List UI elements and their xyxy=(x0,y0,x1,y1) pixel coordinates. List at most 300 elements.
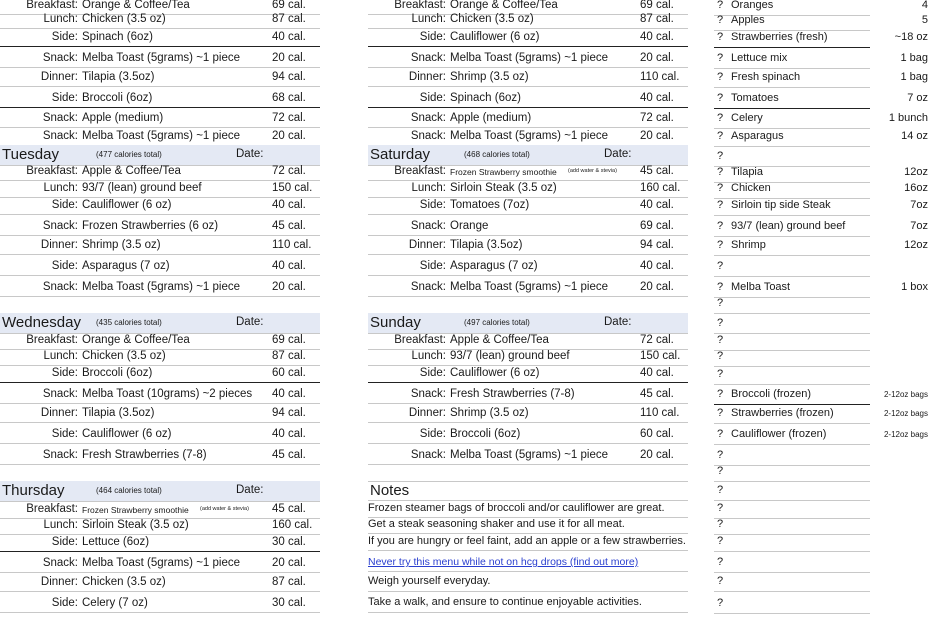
meal-calories: 69 cal. xyxy=(640,0,674,11)
meal-calories: 110 cal. xyxy=(640,71,680,83)
meal-food: Frozen Strawberries (6 oz) xyxy=(82,220,219,232)
shopping-check-marker: ? xyxy=(717,502,724,514)
meal-food: Melba Toast (5grams) ~1 piece xyxy=(450,52,608,64)
meal-calories: 87 cal. xyxy=(272,350,306,362)
shopping-item: Lettuce mix xyxy=(731,52,788,64)
note-line: Get a steak seasoning shaker and use it for all meat. xyxy=(368,518,625,530)
row-divider xyxy=(368,67,688,68)
meal-note: (add water & stevia) xyxy=(568,168,617,174)
shopping-row-divider xyxy=(714,47,870,48)
meal-calories: 72 cal. xyxy=(640,112,674,124)
meal-food: Orange xyxy=(450,220,489,232)
row-divider xyxy=(368,197,688,198)
meal-label: Snack: xyxy=(42,52,78,64)
meal-food: Broccoli (6oz) xyxy=(450,428,521,440)
shopping-check-marker: ? xyxy=(717,239,724,251)
row-divider xyxy=(368,275,688,276)
shopping-item: Strawberries (frozen) xyxy=(731,407,834,419)
shopping-row-divider xyxy=(714,534,870,535)
shopping-check-marker: ? xyxy=(717,281,724,293)
meal-calories: 20 cal. xyxy=(640,130,674,142)
shopping-row-divider xyxy=(714,146,870,147)
meal-label: Snack: xyxy=(42,388,78,400)
meal-calories: 40 cal. xyxy=(272,31,306,43)
meal-label: Dinner: xyxy=(408,239,446,251)
meal-calories: 94 cal. xyxy=(272,71,306,83)
row-divider xyxy=(368,107,688,108)
shopping-row-divider xyxy=(714,350,870,351)
shopping-check-marker: ? xyxy=(717,150,724,162)
shopping-item: Strawberries (fresh) xyxy=(731,31,828,43)
meal-food: Cauliflower (6 oz) xyxy=(450,31,540,43)
meal-label: Dinner: xyxy=(40,407,78,419)
shopping-row-divider xyxy=(714,128,870,129)
row-divider xyxy=(368,382,688,383)
meal-label: Breakfast: xyxy=(394,0,446,11)
shopping-check-marker: ? xyxy=(717,71,724,83)
meal-label: Breakfast: xyxy=(26,503,78,515)
meal-label: Snack: xyxy=(42,557,78,569)
shopping-check-marker: ? xyxy=(717,112,724,124)
row-divider xyxy=(368,296,688,297)
row-divider xyxy=(0,551,320,552)
meal-calories: 160 cal. xyxy=(272,519,313,531)
row-divider xyxy=(368,46,688,47)
shopping-check-marker: ? xyxy=(717,575,724,587)
meal-calories: 40 cal. xyxy=(272,428,306,440)
meal-calories: 94 cal. xyxy=(640,239,674,251)
meal-label: Breakfast: xyxy=(394,334,446,346)
meal-calories: 110 cal. xyxy=(272,239,312,251)
meal-food: Chicken (3.5 oz) xyxy=(82,350,166,362)
shopping-check-marker: ? xyxy=(717,14,724,26)
shopping-check-marker: ? xyxy=(717,0,724,11)
meal-calories: 45 cal. xyxy=(272,449,306,461)
shopping-qty: 2-12oz bags xyxy=(883,409,928,418)
note-line: Frozen steamer bags of broccoli and/or cauliflower are great. xyxy=(368,502,665,514)
shopping-item: Celery xyxy=(731,112,763,124)
meal-label: Side: xyxy=(419,199,446,211)
meal-food: Cauliflower (6 oz) xyxy=(82,428,172,440)
day-name: Wednesday xyxy=(2,314,81,331)
meal-calories: 40 cal. xyxy=(640,199,674,211)
meal-calories: 45 cal. xyxy=(272,503,306,515)
shopping-row-divider xyxy=(714,215,870,216)
shopping-qty: 1 bunch xyxy=(888,112,928,124)
day-calorie-total: (477 calories total) xyxy=(96,150,162,159)
meal-food: Orange & Coffee/Tea xyxy=(82,334,190,346)
shopping-check-marker: ? xyxy=(717,199,724,211)
row-divider xyxy=(368,214,688,215)
shopping-item: Fresh spinach xyxy=(731,71,801,83)
meal-label: Side: xyxy=(51,31,78,43)
day-date-label: Date: xyxy=(236,484,264,496)
meal-label: Snack: xyxy=(410,112,446,124)
shopping-check-marker: ? xyxy=(717,334,724,346)
meal-calories: 40 cal. xyxy=(272,260,306,272)
notes-title: Notes xyxy=(370,482,410,499)
meal-label: Lunch: xyxy=(43,519,78,531)
notes-top-rule xyxy=(368,481,688,482)
meal-food: Asparagus (7 oz) xyxy=(450,260,538,272)
meal-food: Broccoli (6oz) xyxy=(82,367,153,379)
meal-food: Orange & Coffee/Tea xyxy=(450,0,558,11)
shopping-row-divider xyxy=(714,423,870,424)
shopping-check-marker: ? xyxy=(717,297,724,309)
meal-calories: 20 cal. xyxy=(272,52,306,64)
meal-calories: 72 cal. xyxy=(272,112,306,124)
row-divider xyxy=(0,127,320,128)
shopping-row-divider xyxy=(714,255,870,256)
row-divider xyxy=(0,235,320,236)
row-divider xyxy=(0,254,320,255)
meal-calories: 40 cal. xyxy=(640,31,674,43)
shopping-check-marker: ? xyxy=(717,518,724,530)
meal-label: Side: xyxy=(419,92,446,104)
meal-label: Side: xyxy=(51,367,78,379)
meal-label: Snack: xyxy=(42,130,78,142)
meal-food: Fresh Strawberries (7-8) xyxy=(450,388,575,400)
meal-calories: 72 cal. xyxy=(640,334,674,346)
shopping-qty: ~18 oz xyxy=(894,31,928,43)
meal-label: Side: xyxy=(51,260,78,272)
row-divider xyxy=(0,534,320,535)
meal-food: Frozen Strawberry smoothie xyxy=(82,505,189,515)
meal-calories: 87 cal. xyxy=(640,13,674,25)
meal-food: Fresh Strawberries (7-8) xyxy=(82,449,207,461)
row-divider xyxy=(368,254,688,255)
meal-label: Side: xyxy=(419,260,446,272)
meal-food: Chicken (3.5 oz) xyxy=(82,576,166,588)
meal-label: Snack: xyxy=(410,220,446,232)
row-divider xyxy=(0,275,320,276)
meal-food: Shrimp (3.5 oz) xyxy=(450,71,529,83)
note-line: Weigh yourself everyday. xyxy=(368,575,491,587)
meal-calories: 20 cal. xyxy=(640,52,674,64)
meal-food: Melba Toast (5grams) ~1 piece xyxy=(82,557,240,569)
meal-label: Dinner: xyxy=(40,239,78,251)
meal-label: Snack: xyxy=(42,449,78,461)
day-calorie-total: (497 calories total) xyxy=(464,318,530,327)
meal-calories: 40 cal. xyxy=(640,92,674,104)
meal-calories: 45 cal. xyxy=(272,220,306,232)
meal-food: Apple (medium) xyxy=(82,112,164,124)
shopping-item: Broccoli (frozen) xyxy=(731,388,812,400)
meal-calories: 45 cal. xyxy=(640,165,674,177)
meal-calories: 40 cal. xyxy=(640,367,674,379)
meal-food: 93/7 (lean) ground beef xyxy=(82,182,202,194)
row-divider xyxy=(0,67,320,68)
meal-calories: 150 cal. xyxy=(640,350,681,362)
shopping-check-marker: ? xyxy=(717,166,724,178)
meal-calories: 20 cal. xyxy=(272,557,306,569)
shopping-item: 93/7 (lean) ground beef xyxy=(731,220,846,232)
shopping-check-marker: ? xyxy=(717,182,724,194)
shopping-qty: 4 xyxy=(921,0,928,11)
meal-label: Snack: xyxy=(410,388,446,400)
meal-food: Melba Toast (10grams) ~2 pieces xyxy=(82,388,253,400)
shopping-check-marker: ? xyxy=(717,556,724,568)
note-line: Take a walk, and ensure to continue enjoyable activities. xyxy=(368,596,642,608)
shopping-check-marker: ? xyxy=(717,535,724,547)
meal-label: Dinner: xyxy=(408,407,446,419)
meal-note: (add water & stevia) xyxy=(200,506,249,512)
meal-label: Breakfast: xyxy=(26,334,78,346)
row-divider xyxy=(368,464,688,465)
shopping-row-divider xyxy=(714,366,870,367)
shopping-check-marker: ? xyxy=(717,317,724,329)
row-divider xyxy=(0,612,320,613)
shopping-item: Asparagus xyxy=(731,130,784,142)
meal-food: Melba Toast (5grams) ~1 piece xyxy=(82,281,240,293)
meal-food: Apple & Coffee/Tea xyxy=(450,334,549,346)
shopping-row-divider xyxy=(714,481,870,482)
shopping-check-marker: ? xyxy=(717,220,724,232)
meal-food: Orange & Coffee/Tea xyxy=(82,0,190,11)
meal-food: Tilapia (3.5oz) xyxy=(450,239,523,251)
shopping-item: Sirloin tip side Steak xyxy=(731,199,831,211)
meal-label: Side: xyxy=(51,597,78,609)
shopping-row-divider xyxy=(714,87,870,88)
meal-food: Asparagus (7 oz) xyxy=(82,260,170,272)
meal-food: Sirloin Steak (3.5 oz) xyxy=(450,182,557,194)
meal-food: Melba Toast (5grams) ~1 piece xyxy=(82,52,240,64)
meal-food: Apple & Coffee/Tea xyxy=(82,165,181,177)
row-divider xyxy=(0,501,320,502)
meal-calories: 87 cal. xyxy=(272,576,306,588)
meal-food: Spinach (6oz) xyxy=(450,92,521,104)
shopping-qty: 2-12oz bags xyxy=(883,430,928,439)
row-divider xyxy=(0,197,320,198)
shopping-check-marker: ? xyxy=(717,31,724,43)
shopping-item: Shrimp xyxy=(731,239,766,251)
meal-food: 93/7 (lean) ground beef xyxy=(450,350,570,362)
meal-label: Breakfast: xyxy=(394,165,446,177)
meal-calories: 30 cal. xyxy=(272,536,306,548)
row-divider xyxy=(368,180,688,181)
shopping-qty: 12oz xyxy=(904,239,928,251)
shopping-check-marker: ? xyxy=(717,92,724,104)
shopping-row-divider xyxy=(714,236,870,237)
meal-calories: 94 cal. xyxy=(272,407,306,419)
row-divider xyxy=(368,443,688,444)
shopping-check-marker: ? xyxy=(717,368,724,380)
row-divider xyxy=(0,464,320,465)
shopping-qty: 2-12oz bags xyxy=(883,390,928,399)
meal-label: Lunch: xyxy=(411,350,446,362)
day-date-label: Date: xyxy=(604,148,632,160)
shopping-qty: 12oz xyxy=(904,166,928,178)
day-calorie-total: (468 calories total) xyxy=(464,150,530,159)
day-name: Sunday xyxy=(370,314,421,331)
shopping-item: Melba Toast xyxy=(731,281,791,293)
meal-label: Side: xyxy=(51,536,78,548)
shopping-qty: 14 oz xyxy=(901,130,928,142)
meal-food: Sirloin Steak (3.5 oz) xyxy=(82,519,189,531)
row-divider xyxy=(0,422,320,423)
meal-calories: 87 cal. xyxy=(272,13,306,25)
meal-label: Dinner: xyxy=(40,71,78,83)
meal-calories: 60 cal. xyxy=(640,428,674,440)
day-date-label: Date: xyxy=(236,148,264,160)
row-divider xyxy=(0,28,320,29)
meal-calories: 45 cal. xyxy=(640,388,674,400)
shopping-qty: 5 xyxy=(921,14,928,26)
meal-food: Celery (7 oz) xyxy=(82,597,148,609)
shopping-row-divider xyxy=(714,518,870,519)
shopping-check-marker: ? xyxy=(717,52,724,64)
note-line: If you are hungry or feel faint, add an apple or a few strawberries. xyxy=(368,535,686,547)
meal-label: Snack: xyxy=(410,281,446,293)
shopping-row-divider xyxy=(714,551,870,552)
shopping-check-marker: ? xyxy=(717,260,724,272)
shopping-item: Apples xyxy=(731,14,765,26)
meal-label: Snack: xyxy=(410,130,446,142)
shopping-row-divider xyxy=(714,613,870,614)
shopping-check-marker: ? xyxy=(717,350,724,362)
meal-calories: 160 cal. xyxy=(640,182,681,194)
meal-label: Snack: xyxy=(410,449,446,461)
meal-food: Melba Toast (5grams) ~1 piece xyxy=(450,130,608,142)
meal-food: Frozen Strawberry smoothie xyxy=(450,167,557,177)
meal-label: Side: xyxy=(419,428,446,440)
meal-food: Melba Toast (5grams) ~1 piece xyxy=(450,449,608,461)
row-divider xyxy=(0,46,320,47)
day-date-label: Date: xyxy=(236,316,264,328)
shopping-check-marker: ? xyxy=(717,407,724,419)
shopping-qty: 1 box xyxy=(901,281,928,293)
meal-label: Lunch: xyxy=(411,13,446,25)
meal-label: Dinner: xyxy=(40,576,78,588)
meal-calories: 40 cal. xyxy=(272,199,306,211)
meal-label: Lunch: xyxy=(411,182,446,194)
meal-food: Shrimp (3.5 oz) xyxy=(450,407,529,419)
meal-label: Side: xyxy=(51,199,78,211)
shopping-qty: 1 bag xyxy=(900,71,928,83)
row-divider xyxy=(0,365,320,366)
meal-food: Cauliflower (6 oz) xyxy=(450,367,540,379)
row-divider xyxy=(0,180,320,181)
meal-calories: 72 cal. xyxy=(272,165,306,177)
notes-rule xyxy=(368,612,688,613)
meal-label: Lunch: xyxy=(43,350,78,362)
shopping-row-divider xyxy=(714,444,870,445)
shopping-check-marker: ? xyxy=(717,484,724,496)
shopping-row-divider xyxy=(714,465,870,466)
meal-calories: 69 cal. xyxy=(272,334,306,346)
row-divider xyxy=(0,591,320,592)
day-date-label: Date: xyxy=(604,316,632,328)
shopping-qty: 7oz xyxy=(910,199,928,211)
row-divider xyxy=(368,86,688,87)
meal-label: Snack: xyxy=(42,220,78,232)
shopping-item: Tilapia xyxy=(731,166,763,178)
row-divider xyxy=(0,214,320,215)
meal-label: Snack: xyxy=(42,112,78,124)
row-divider xyxy=(0,403,320,404)
row-divider xyxy=(0,382,320,383)
row-divider xyxy=(368,365,688,366)
row-divider xyxy=(368,127,688,128)
shopping-row-divider xyxy=(714,500,870,501)
meal-calories: 150 cal. xyxy=(272,182,313,194)
row-divider xyxy=(0,443,320,444)
meal-calories: 40 cal. xyxy=(272,388,306,400)
meal-food: Tilapia (3.5oz) xyxy=(82,71,155,83)
row-divider xyxy=(368,422,688,423)
meal-calories: 60 cal. xyxy=(272,367,306,379)
meal-food: Spinach (6oz) xyxy=(82,31,153,43)
row-divider xyxy=(0,296,320,297)
meal-label: Breakfast: xyxy=(26,0,78,11)
shopping-qty: 7 oz xyxy=(907,92,928,104)
notes-rule xyxy=(368,500,688,501)
row-divider xyxy=(368,403,688,404)
shopping-row-divider xyxy=(714,313,870,314)
meal-food: Cauliflower (6 oz) xyxy=(82,199,172,211)
meal-label: Snack: xyxy=(410,52,446,64)
meal-label: Side: xyxy=(419,367,446,379)
meal-calories: 68 cal. xyxy=(272,92,306,104)
meal-label: Side: xyxy=(419,31,446,43)
meal-label: Breakfast: xyxy=(26,165,78,177)
shopping-check-marker: ? xyxy=(717,130,724,142)
row-divider xyxy=(368,235,688,236)
shopping-row-divider xyxy=(714,276,870,277)
day-calorie-total: (464 calories total) xyxy=(96,486,162,495)
shopping-qty: 7oz xyxy=(910,220,928,232)
day-name: Thursday xyxy=(2,482,65,499)
shopping-row-divider xyxy=(714,68,870,69)
row-divider xyxy=(0,107,320,108)
meal-calories: 40 cal. xyxy=(640,260,674,272)
shopping-row-divider xyxy=(714,572,870,573)
meal-label: Lunch: xyxy=(43,182,78,194)
meal-calories: 30 cal. xyxy=(272,597,306,609)
row-divider xyxy=(368,28,688,29)
meal-food: Chicken (3.5 oz) xyxy=(450,13,534,25)
shopping-check-marker: ? xyxy=(717,597,724,609)
shopping-check-marker: ? xyxy=(717,449,724,461)
shopping-item: Chicken xyxy=(731,182,771,194)
shopping-row-divider xyxy=(714,404,870,405)
shopping-qty: 1 bag xyxy=(900,52,928,64)
day-name: Saturday xyxy=(370,146,431,163)
shopping-row-divider xyxy=(714,384,870,385)
notes-rule xyxy=(368,591,688,592)
meal-label: Side: xyxy=(51,428,78,440)
meal-calories: 20 cal. xyxy=(640,281,674,293)
shopping-row-divider xyxy=(714,297,870,298)
meal-food: Broccoli (6oz) xyxy=(82,92,153,104)
day-name: Tuesday xyxy=(2,146,59,163)
meal-label: Side: xyxy=(51,92,78,104)
meal-food: Tomatoes (7oz) xyxy=(450,199,530,211)
meal-calories: 20 cal. xyxy=(272,130,306,142)
meal-food: Chicken (3.5 oz) xyxy=(82,13,166,25)
meal-food: Melba Toast (5grams) ~1 piece xyxy=(450,281,608,293)
meal-label: Snack: xyxy=(42,281,78,293)
shopping-check-marker: ? xyxy=(717,428,724,440)
notes-link[interactable]: Never try this menu while not on hcg drops (find out more) xyxy=(368,556,639,568)
notes-rule xyxy=(368,571,688,572)
shopping-check-marker: ? xyxy=(717,388,724,400)
day-calorie-total: (435 calories total) xyxy=(96,318,162,327)
shopping-row-divider xyxy=(714,333,870,334)
meal-food: Shrimp (3.5 oz) xyxy=(82,239,161,251)
shopping-row-divider xyxy=(714,591,870,592)
shopping-item: Tomatoes xyxy=(731,92,779,104)
